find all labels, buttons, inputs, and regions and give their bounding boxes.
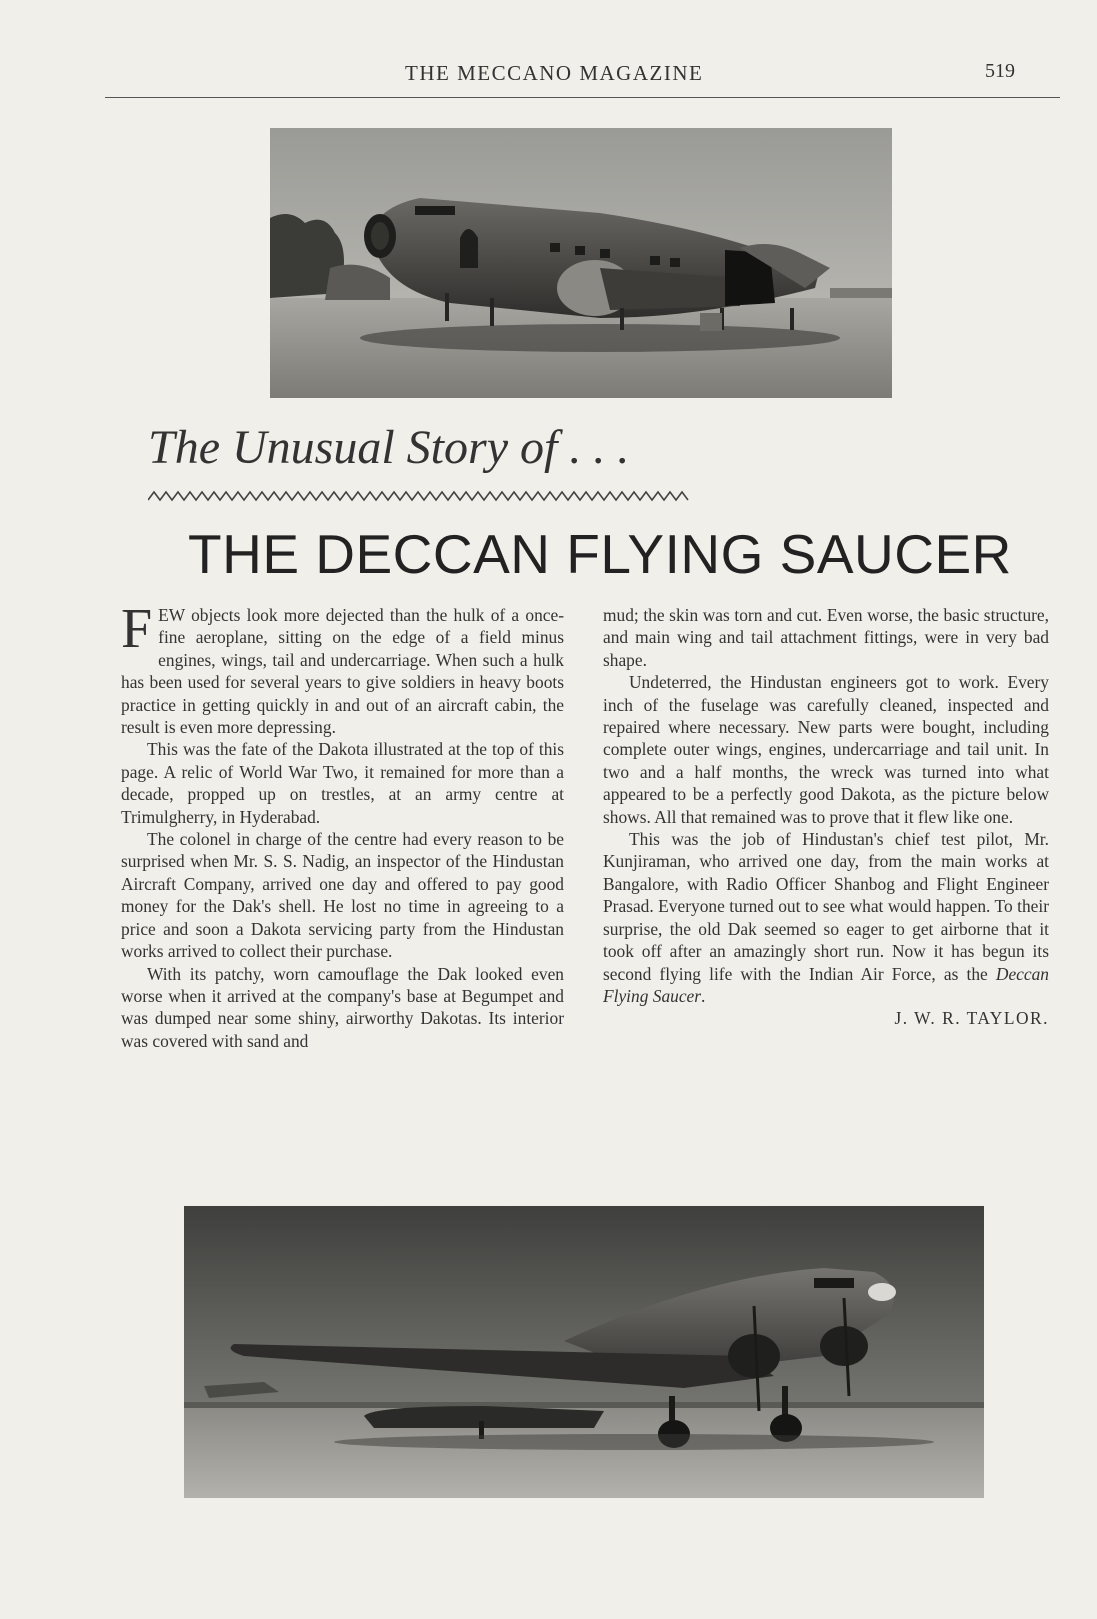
- restored-dakota-photo: [184, 1206, 984, 1498]
- article-paragraph: mud; the skin was torn and cut. Even worse, the basic structure, and main wing and tail attachment fittings, were in very bad shape.: [603, 605, 1049, 670]
- derelict-dakota-photo: [270, 128, 892, 398]
- header-rule: [105, 97, 1060, 98]
- article-paragraph: The colonel in charge of the centre had every reason to be surprised when Mr. S. S. Nadig, an inspector of the Hindustan Aircraft Company, arrived one day and offered to pay good money for the Dak's shell. He lost no time in agreeing to a price and soon a Dakota servicing party from the Hindustan works arrived to collect their purchase.: [121, 829, 564, 962]
- drop-cap: F: [121, 598, 153, 660]
- running-head: [0, 58, 1097, 88]
- article-paragraph: This was the fate of the Dakota illustrated at the top of this page. A relic of World War Two, it remained for more than a decade, propped up on trestles, at an army centre at Trimulgherry, in Hyderabad.: [121, 739, 564, 827]
- restored-dakota-aircraft-photo: [184, 1206, 984, 1498]
- byline: J. W. R. TAYLOR.: [894, 1008, 1049, 1029]
- aircraft-name-italic: Deccan Flying Saucer: [603, 963, 1049, 1006]
- article-paragraph: [603, 828, 1049, 1007]
- title-kicker: The Unusual Story of . . .: [148, 421, 630, 474]
- paragraph-end: .: [701, 985, 706, 1006]
- paragraph-text: This was the job of Hindustan's chief test pilot, Mr. Kunjiraman, who arrived one day, from the main works at Bangalore, with Radio Officer Shanbog and Flight Engineer Prasad. Everyone turned out to see what would happen. To their surprise, the old Dak seemed so eager to get airborne that it took off after an amazingly short run. Now it has begun its second flying life with the Indian Air Force, as the: [603, 829, 1049, 984]
- wavy-rule: [148, 490, 693, 504]
- article-column-left: [121, 598, 564, 1052]
- article-column-right: [603, 604, 1049, 1030]
- masthead: THE MECCANO MAGAZINE: [405, 61, 704, 85]
- paragraph-text: EW objects look more dejected than the hulk of a once-fine aeroplane, sitting on the edge of a field minus engines, wings, tail and undercarriage. When such a hulk has been used for several years to give soldiers in heavy boots practice in getting quickly in and out of an aircraft cabin, the result is even more depressing.: [121, 605, 564, 738]
- headline: THE DECCAN FLYING SAUCER: [188, 523, 1012, 585]
- article-paragraph: Undeterred, the Hindustan engineers got to work. Every inch of the fuselage was carefully cleaned, inspected and repaired where necessary. New parts were bought, including complete outer wings, engines, undercarriage and tail unit. In two and a half months, the wreck was turned into what appeared to be a perfectly good Dakota, as the picture below shows. All that remained was to prove that it flew like one.: [603, 672, 1049, 827]
- article-paragraph: With its patchy, worn camouflage the Dak looked even worse when it arrived at the company's base at Begumpet and was dumped near some shiny, airworthy Dakotas. Its interior was covered with sand and: [121, 963, 564, 1051]
- derelict-dakota-aircraft-photo: [270, 128, 892, 398]
- page-number: 519: [985, 60, 1015, 82]
- article-paragraph: [121, 598, 564, 738]
